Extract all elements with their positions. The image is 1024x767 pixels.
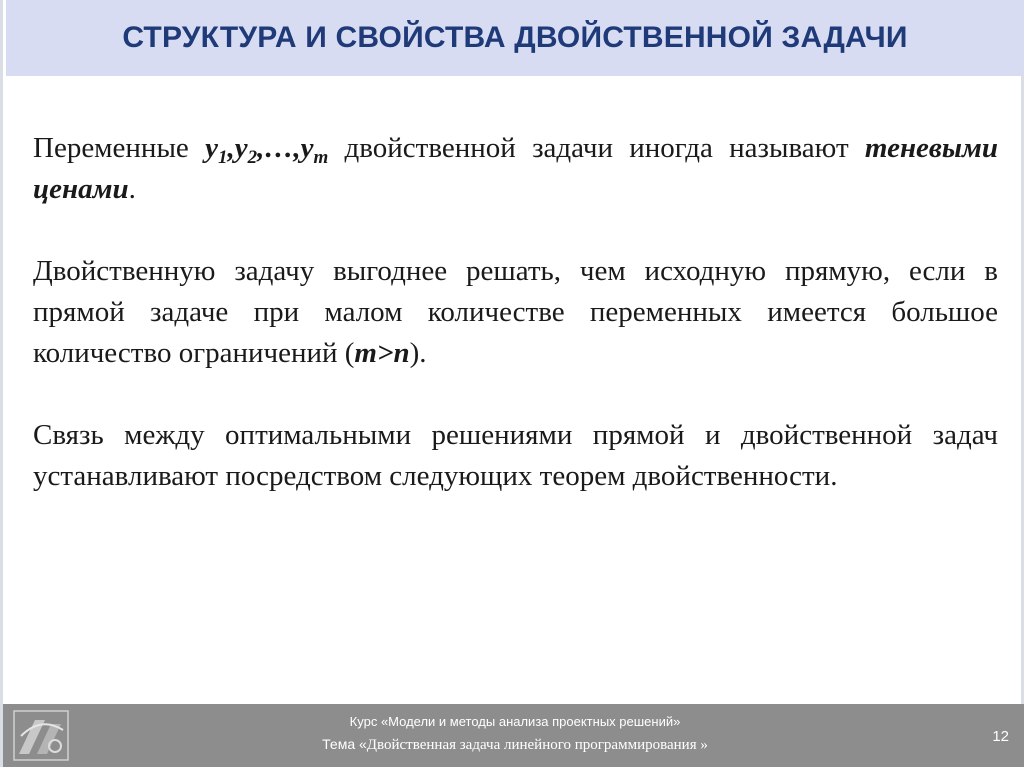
paragraph-shadow-prices: Переменные $y_1,y_2,\dots,y_m$ двойственной задачи иногда называют теневыми ценами. <box>33 132 998 205</box>
condition-m-gt-n: m>n <box>354 337 410 369</box>
title-bar <box>6 0 1024 76</box>
paragraph-dual-advantage: Двойственную задачу выгоднее решать, чем исходную прямую, если в прямой задаче при малом количестве переменных имеется большое количество ограничений (m>n). <box>33 255 998 369</box>
footer <box>3 704 1024 767</box>
slide-content <box>33 128 998 497</box>
slide-title: СТРУКТУРА И СВОЙСТВА ДВОЙСТВЕННОЙ ЗАДАЧИ <box>122 21 908 54</box>
shadow-prices-term: теневыми ценами <box>33 132 998 205</box>
dual-variables: $y_1,y_2,\dots,y_m$ <box>205 132 329 168</box>
course-name: Курс «Модели и методы анализа проектных решений» <box>349 714 681 729</box>
page-number: 12 <box>992 728 1009 745</box>
paragraph-duality-theorems: Связь между оптимальными решениями прямой и двойственной задач устанавливают посредством следующих теорем двойственности. <box>33 419 998 492</box>
topic-name: Тема «Двойственная задача линейного программирования » <box>322 736 708 753</box>
